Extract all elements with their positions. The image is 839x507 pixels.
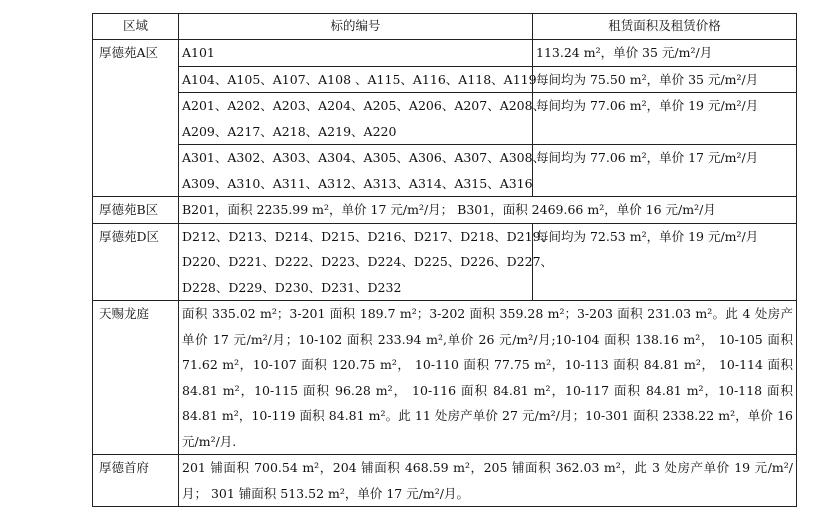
table-row bbox=[93, 197, 797, 224]
detail-cell: B201，面积 2235.99 m²，单价 17 元/m²/月； B301，面积 2469.66 m²，单价 16 元/m²/月 bbox=[179, 197, 797, 224]
header-row bbox=[93, 14, 797, 40]
lot-line: D212、D213、D214、D215、D216、D217、D218、D219、 bbox=[182, 228, 554, 244]
region-cell: 厚德苑A区 bbox=[93, 40, 179, 197]
lease-table bbox=[92, 13, 797, 507]
price-cell: 每间均为 75.50 m²，单价 35 元/m²/月 bbox=[533, 66, 797, 93]
lot-line: A209、A217、A218、A219、A220 bbox=[182, 123, 397, 139]
lot-cell bbox=[179, 223, 554, 301]
price-cell: 每间均为 77.06 m²，单价 17 元/m²/月 bbox=[533, 145, 797, 197]
price-cell: 每间均为 72.53 m²，单价 19 元/m²/月 bbox=[533, 223, 797, 301]
table-row bbox=[93, 223, 797, 301]
header-region: 区域 bbox=[93, 14, 179, 40]
lot-line: A104、A105、A107、A108 、A115、A116、A118、A119 bbox=[182, 71, 537, 87]
region-cell: 厚德首府 bbox=[93, 455, 179, 507]
table-row bbox=[93, 66, 797, 93]
price-cell: 每间均为 77.06 m²，单价 19 元/m²/月 bbox=[533, 93, 797, 145]
table-row bbox=[93, 40, 797, 67]
lot-line: A101 bbox=[182, 45, 215, 60]
lot-cell bbox=[179, 93, 546, 145]
detail-cell: 面积 335.02 m²；3-201 面积 189.7 m²；3-202 面积 359.28 m²；3-203 面积 231.03 m²。此 4 处房产单价 17 元/m²/月；10-102 面积 233.94 m²,单价 26 元/m²/月;10-104 面积 138.16 m²， 10-105 面积 71.62 m²，10-107 面积 120.75 m²， 10-110 面积 77.75 m²，10-113 面积 84.81 m²， 10-114 面积 84.81 m²，10-115 面积 96.28 m²， 10-116 面积 84.81 m²，10-117 面积 84.81 m²，10-118 面积 84.81 m²，10-119 面积 84.81 m²。此 11 处房产单价 27 元/m²/月；10-301 面积 2338.22 m²，单价 16 元/m²/月. bbox=[179, 301, 797, 455]
table-row bbox=[93, 455, 797, 507]
region-cell: 厚德苑B区 bbox=[93, 197, 179, 224]
lot-line: D220、D221、D222、D223、D224、D225、D226、D227、 bbox=[182, 254, 554, 269]
lot-line: D228、D229、D230、D231、D232 bbox=[182, 279, 402, 295]
region-cell: 厚德苑D区 bbox=[93, 223, 179, 301]
header-area-price: 租赁面积及租赁价格 bbox=[533, 14, 797, 40]
detail-cell: 201 铺面积 700.54 m²，204 铺面积 468.59 m²，205 铺面积 362.03 m²，此 3 处房产单价 19 元/m²/月； 301 铺面积 513.52 m²，单价 17 元/m²/月。 bbox=[179, 455, 797, 507]
table-row bbox=[93, 301, 797, 455]
header-lot-numbers: 标的编号 bbox=[179, 14, 533, 40]
lot-line: A201、A202、A203、A204、A205、A206、A207、A208、 bbox=[182, 98, 546, 113]
lot-cell bbox=[179, 145, 546, 197]
lot-line: A309、A310、A311、A312、A313、A314、A315、A316 bbox=[182, 175, 533, 191]
lot-cell bbox=[179, 66, 537, 93]
lot-cell bbox=[179, 40, 533, 67]
region-cell: 天赐龙庭 bbox=[93, 301, 179, 455]
table-row bbox=[93, 145, 797, 197]
price-cell: 113.24 m²，单价 35 元/m²/月 bbox=[533, 40, 797, 67]
table-row bbox=[93, 93, 797, 145]
lot-line: A301、A302、A303、A304、A305、A306、A307、A308、 bbox=[182, 150, 546, 165]
